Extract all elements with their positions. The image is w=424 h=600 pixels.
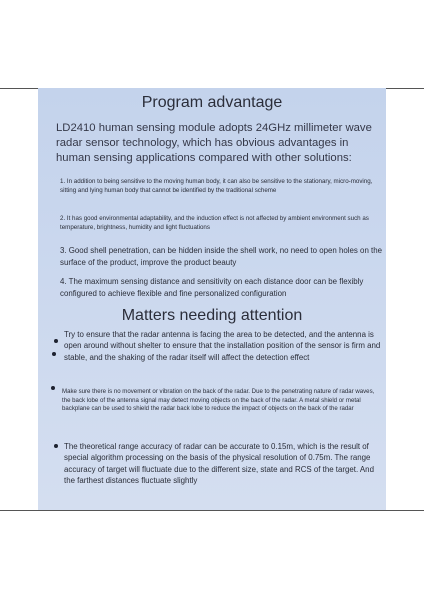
advantage-item-1: 1. In addition to being sensitive to the moving human body, it can also be sensitive to the stationary, micro-moving, sitting and lying human body that cannot be identified by the traditional scheme (60, 178, 373, 194)
attention-item-3: The theoretical range accuracy of radar can be accurate to 0.15m, which is the result of special algorithm processing on the basis of the physical resolution of 0.75m. The range accuracy of target will fluctuate due to the different size, state and RCS of the target. And the farthest distances fluctuate slightly (64, 442, 374, 486)
bullet-icon (51, 386, 55, 390)
content-panel (38, 88, 386, 510)
page-title: Program advantage (141, 94, 283, 111)
bullet-icon (54, 444, 58, 448)
intro-paragraph: LD2410 human sensing module adopts 24GHz millimeter wave radar sensor technology, which has obvious advantages in human sensing applications compared with other solutions: (56, 122, 372, 164)
attention-item-1: Try to ensure that the radar antenna is facing the area to be detected, and the antenna is open around without shelter to ensure that the installation position of the sensor is firm and stable, and the shaking of the radar itself will affect the detection effect (64, 330, 381, 362)
advantage-item-3: 3. Good shell penetration, can be hidden inside the shell work, no need to open holes on the surface of the product, improve the product beauty (60, 246, 382, 267)
bullet-icon (54, 339, 58, 343)
attention-title: Matters needing attention (121, 307, 303, 324)
bullet-icon (52, 352, 56, 356)
attention-item-2: Make sure there is no movement or vibration on the back of the radar. Due to the penetrating nature of radar waves, the back lobe of the antenna signal may detect moving objects on the back of the radar. A metal shield or metal backplane can be used to shield the radar back lobe to reduce the impact of objects on the back of the radar (62, 388, 375, 413)
advantage-item-2: 2. It has good environmental adaptability, and the induction effect is not affected by ambient environment such as temperature, brightness, humidity and light fluctuations (60, 215, 369, 231)
bottom-rule (0, 510, 424, 511)
advantage-item-4: 4. The maximum sensing distance and sensitivity on each distance door can be flexibly configured to achieve flexible and fine personalized configuration (60, 277, 364, 298)
